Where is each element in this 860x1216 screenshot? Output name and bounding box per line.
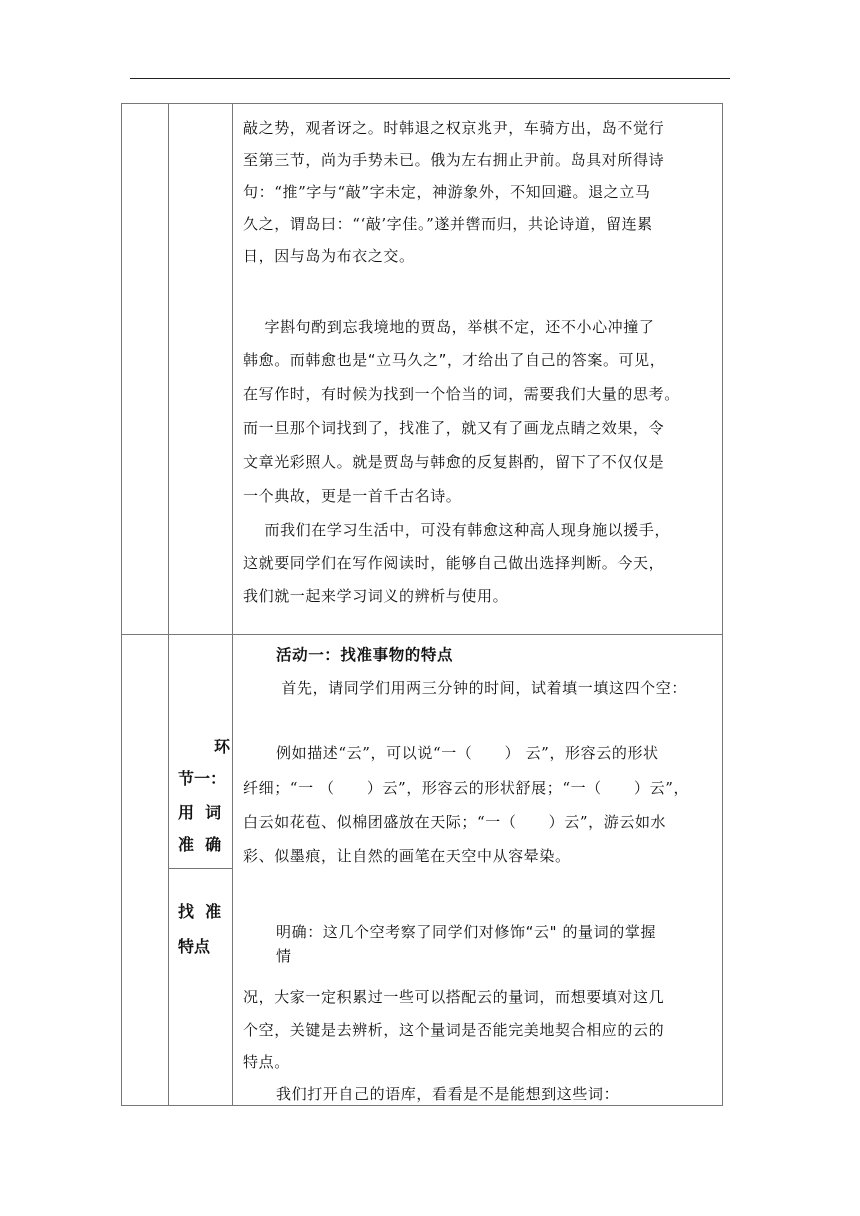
paragraph-line: 而一旦那个词找到了，找准了，就又有了画龙点睛之效果，令: [243, 419, 665, 437]
section-label: 准 确: [178, 835, 222, 854]
paragraph-line: 纤细；“一 （ ）云”，形容云的形状舒展；“一（ ）云”，: [243, 779, 690, 797]
paragraph-line: 明确：这几个空考察了同学们对修饰“云" 的量词的掌握: [276, 923, 657, 941]
paragraph-line: 个空，关键是去辨析，这个量词是否能完美地契合相应的云的: [243, 1021, 665, 1039]
paragraph-line: 特点。: [243, 1053, 290, 1071]
paragraph-line: 敲之势，观者讶之。时韩退之权京兆尹，车骑方出，岛不觉行: [243, 119, 665, 137]
sub-label: 特点: [178, 937, 211, 956]
paragraph-line: 日，因与岛为布衣之交。: [243, 247, 415, 265]
column-divider-2: [232, 103, 233, 1106]
paragraph-line: 情: [276, 947, 292, 965]
header-rule: [130, 78, 730, 79]
section-label: 用 词: [178, 803, 222, 822]
paragraph-line: 这就要同学们在写作阅读时，能够自己做出选择判断。今天，: [243, 554, 665, 572]
paragraph-line: 我们打开自己的语库，看看是不是能想到这些词：: [276, 1085, 620, 1103]
column-divider-1: [168, 103, 169, 1106]
section-label: 环: [214, 737, 231, 756]
paragraph-line: 至第三节，尚为手势未已。俄为左右拥止尹前。岛具对所得诗: [243, 151, 665, 169]
paragraph-line: 例如描述“云”，可以说“一（ ） 云”，形容云的形状: [276, 744, 659, 762]
paragraph-line: 一个典故，更是一首千古名诗。: [243, 487, 462, 505]
paragraph-line: 字斟句酌到忘我境地的贾岛，举棋不定，还不小心冲撞了: [243, 318, 655, 336]
paragraph-line: 韩愈。而韩愈也是“立马久之”，才给出了自己的答案。可见，: [243, 351, 666, 369]
cell-divider: [168, 868, 232, 869]
row-divider: [121, 634, 723, 635]
table-top-border: [121, 103, 723, 104]
paragraph-line: 彩、似墨痕，让自然的画笔在天空中从容晕染。: [243, 847, 571, 865]
paragraph-line: 我们就一起来学习词义的辨析与使用。: [243, 587, 509, 605]
activity-title: 活动一：找准事物的特点: [276, 646, 454, 664]
paragraph-line: 白云如花苞、似棉团盛放在天际；“一（ ）云”，游云如水: [243, 813, 667, 831]
section-label: 节一：: [178, 769, 227, 788]
sub-label: 找 准: [178, 902, 222, 921]
table-bottom-border: [121, 1105, 723, 1106]
paragraph-line: 首先，请同学们用两三分钟的时间，试着填一填这四个空：: [276, 679, 687, 697]
paragraph-line: 而我们在学习生活中，可没有韩愈这种高人现身施以援手，: [243, 521, 671, 539]
paragraph-line: 况，大家一定积累过一些可以搭配云的量词，而想要填对这几: [243, 988, 665, 1006]
paragraph-line: 句：“推”字与“敲”字未定，神游象外，不知回避。退之立马: [243, 183, 651, 201]
table-left-border: [121, 103, 122, 1106]
paragraph-line: 文章光彩照人。就是贾岛与韩愈的反复斟酌，留下了不仅仅是: [243, 453, 665, 471]
paragraph-line: 久之，谓岛曰：“‘敲’字佳。”遂并辔而归，共论诗道，留连累: [243, 215, 653, 233]
paragraph-line: 在写作时，有时候为找到一个恰当的词，需要我们大量的思考。: [243, 385, 680, 403]
